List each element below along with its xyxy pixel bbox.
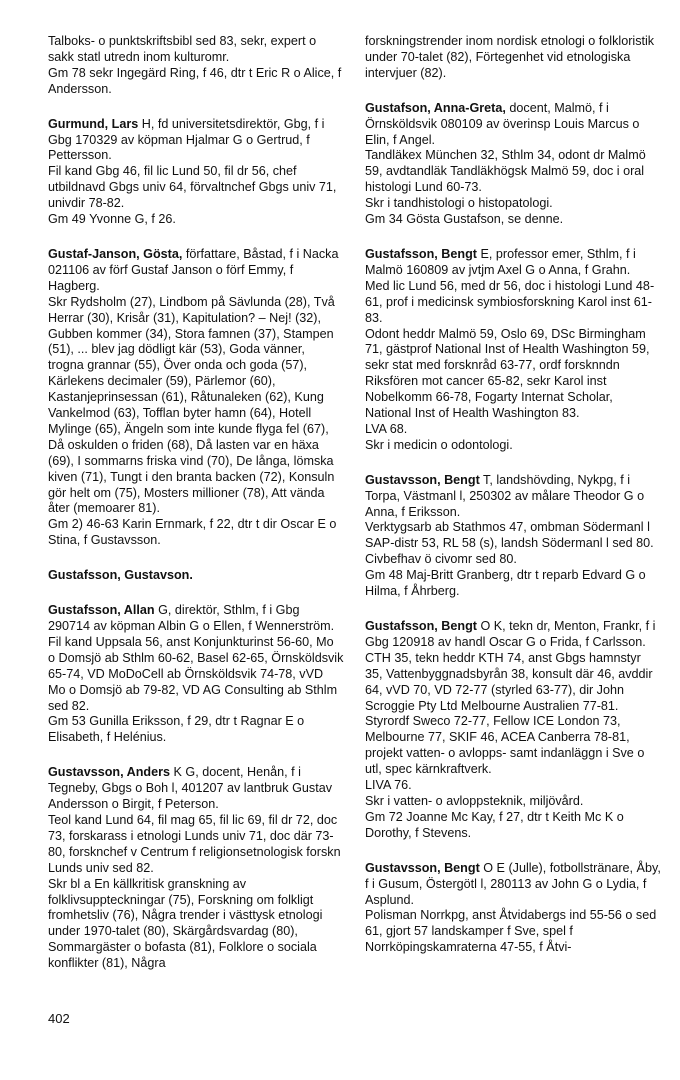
entry-paragraph: Skr i medicin o odontologi. (365, 437, 513, 452)
right-column (365, 34, 661, 975)
entry-name: Gustafsson, Allan (48, 603, 155, 618)
entry-text: O K, tekn dr, Menton, Frankr, f i Gbg 120918 av handl Oscar G o Frida, f Carlsson. (365, 619, 656, 649)
entry-paragraph (48, 247, 344, 295)
entry-paragraph: Odont heddr Malmö 59, Oslo 69, DSc Birmingham 71, gästprof National Inst of Health Washington 59, sekr stat med forsknråd 63-77, ordf forsknndn Riksfören mot cancer 65-82, sekr Karol inst Nobelkomm 66-78, Fogarty Internat Scholar, National Inst of Health Washington 83. (365, 326, 650, 421)
entry-paragraph: Gm 72 Joanne Mc Kay, f 27, dtr t Keith Mc K o Dorothy, f Stevens. (365, 809, 624, 840)
entry-paragraph (48, 568, 344, 584)
entry-paragraph: Fil kand Gbg 46, fil lic Lund 50, fil dr 56, chef utbildnavd Gbgs univ 64, förvaltnchef Gbgs univ 71, univdir 78-82. (48, 164, 337, 211)
biography-entry (365, 861, 661, 956)
entry-paragraph: Skr bl a En källkritisk granskning av folklivsuppteckningar (75), Forskning om folkligt fromhetsliv (76), Några trender i västtysk etnologi under 1970-talet (80), Skärgårdsvardag (80), Sommargäster o bofasta (81), Folklore o sociala konflikter (81), Några (48, 876, 323, 971)
entry-paragraph (365, 861, 661, 909)
biography-entry (365, 247, 661, 454)
biography-entry (48, 765, 344, 972)
entry-paragraph: Gm 34 Gösta Gustafson, se denne. (365, 212, 564, 227)
biography-entry (48, 603, 344, 746)
entry-text: H, fd universitetsdirektör, Gbg, f i Gbg 170329 av köpman Hjalmar G o Gertrud, f Pettersson. (48, 116, 325, 163)
entry-name: Gustavsson, Bengt (365, 860, 480, 875)
entry-paragraph (365, 619, 661, 651)
entry-name: Gustaf-Janson, Gösta, (48, 246, 183, 261)
entry-paragraph: Gm 49 Yvonne G, f 26. (48, 212, 176, 227)
biography-entry (48, 247, 344, 549)
entry-name: Gustafsson, Bengt (365, 619, 477, 633)
left-column (48, 34, 344, 991)
entry-paragraph: Styrordf Sweco 72-77, Fellow ICE London 73, Melbourne 77, SKIF 46, ACEA Canberra 78-81, projekt vatten- o avlopps- samt indanläggn i Sve o utl, spec kärnkraftverk. (365, 714, 645, 777)
entry-paragraph: Skr Rydsholm (27), Lindbom på Sävlunda (28), Två Herrar (30), Krisår (31), Kapitulation? – Nej! (32), Gubben kommer (34), Stora famnen (37), Stampen (51), ... blev jag dödligt kär (53), Goda vänner, trogna grannar (55), Över onda och goda (57), Kärlekens decimaler (59), Pärlemor (60), Kastanjeprinsessan (61), Råtunaleken (62), Kung Vankelmod (63), Tofflan byter hamn (64), Hotell Mylinge (65), Ängeln som inte kunde flyga fel (67), Då oskulden o friden (68), Då lasten var en häxa (69), I sommarns friska vind (70), De långa, lömska kiven (71), Tungt i den branta backen (72), Konsuln gör helt om (75), Mosters millioner (78), Att vända åter (memoarer 81). (48, 294, 335, 516)
biography-entry (365, 619, 661, 842)
entry-text: forskningstrender inom nordisk etnologi o folkloristik under 70-talet (82), Förtegenhet vid etnologiska intervjuer (82). (365, 34, 655, 80)
entry-paragraph: CTH 35, tekn heddr KTH 74, anst Gbgs hamnstyr 35, Vattenbyggnadsbyrån 38, konsult där 46, avddir 64, vVD 70, VD 72-77 (styrled 63-77), dir John Scroggie Pty Ltd Melbourne Australien 77-81. (365, 650, 653, 713)
entry-paragraph: LIVA 76. (365, 778, 412, 793)
entry-paragraph (48, 603, 344, 635)
biography-entry (365, 34, 661, 82)
entry-name: Gustafsson, Gustavson. (48, 568, 193, 583)
entry-paragraph: LVA 68. (365, 421, 408, 436)
entry-paragraph: Civbefhav ö civomr sed 80. (365, 552, 517, 567)
entry-paragraph: Fil kand Uppsala 56, anst Konjunkturinst 56-60, Mo o Domsjö ab Sthlm 60-62, Basel 62-65, Örnsköldsvik 65-74, VD MoDoCell ab Örnsköldsvik 74-78, vVD Mo o Domsjö ab 79-82, VD AG Consulting ab Sthlm sed 82. (48, 634, 344, 713)
entry-text: författare, Båstad, f i Nacka 021106 av förf Gustaf Janson o förf Emmy, f Hagberg. (48, 246, 339, 293)
entry-paragraph: Gm 48 Maj-Britt Granberg, dtr t reparb Edvard G o Hilma, f Åhrberg. (365, 568, 646, 599)
entry-paragraph: Tandläkex München 32, Sthlm 34, odont dr Malmö 59, avdtandläk Tandläkhögsk Malmö 59, doc i oral histologi Lund 60-73. (365, 148, 646, 195)
entry-name: Gustavsson, Anders (48, 765, 171, 780)
entry-paragraph: Verktygsarb ab Stathmos 47, ombman Södermanl l SAP-distr 53, RL 58 (s), landsh Södermanl l sed 80. (365, 520, 654, 551)
biography-entry (365, 473, 661, 600)
entry-paragraph (48, 765, 344, 813)
entry-text: O E (Julle), fotbollstränare, Åby, f i Gusum, Östergötl l, 280113 av John G o Lydia, f Asplund. (365, 860, 661, 907)
biography-entry (365, 101, 661, 228)
entry-paragraph: Skr i vatten- o avloppsteknik, miljövård. (365, 793, 584, 808)
entry-paragraph: Skr i tandhistologi o histopatologi. (365, 196, 553, 211)
entry-paragraph: Gm 78 sekr Ingegärd Ring, f 46, dtr t Eric R o Alice, f Andersson. (48, 65, 342, 96)
entry-paragraph (365, 247, 661, 279)
entry-name: Gustavsson, Bengt (365, 472, 480, 487)
entry-paragraph: Gm 53 Gunilla Eriksson, f 29, dtr t Ragnar E o Elisabeth, f Helénius. (48, 714, 305, 745)
entry-text: E, professor emer, Sthlm, f i Malmö 160809 av jvtjm Axel G o Anna, f Grahn. (365, 246, 636, 277)
biography-entry (48, 117, 344, 228)
entry-paragraph (365, 101, 661, 149)
entry-name: Gustafsson, Bengt (365, 246, 477, 261)
entry-text: T, landshövding, Nykpg, f i Torpa, Västmanl l, 250302 av målare Theodor G o Anna, f Eriksson. (365, 472, 645, 519)
entry-paragraph: Polisman Norrkpg, anst Åtvidabergs ind 55-56 o sed 61, gjort 57 landskamper f Sve, spel f Norrköpingskamraterna 47-55, f Åtvi- (365, 908, 657, 955)
page-number: 402 (48, 1011, 70, 1026)
entry-text: K G, docent, Henån, f i Tegneby, Gbgs o Boh l, 401207 av lantbruk Gustav Andersson o Birgit, f Peterson. (48, 765, 333, 812)
biography-entry (48, 568, 344, 584)
entry-paragraph (365, 34, 661, 82)
entry-paragraph (365, 473, 661, 521)
entry-name: Gurmund, Lars (48, 116, 139, 131)
entry-paragraph: Med lic Lund 56, med dr 56, doc i histologi Lund 48-61, prof i medicinsk symbiosforskning Karol inst 61-83. (365, 278, 655, 325)
biography-entry (48, 34, 344, 98)
entry-paragraph (48, 34, 344, 66)
entry-paragraph: Gm 2) 46-63 Karin Ernmark, f 22, dtr t dir Oscar E o Stina, f Gustavsson. (48, 517, 337, 548)
entry-paragraph (48, 117, 344, 165)
entry-text: Talboks- o punktskriftsbibl sed 83, sekr, expert o sakk statl utredn inom kulturomr. (48, 34, 317, 64)
entry-name: Gustafson, Anna-Greta, (365, 100, 506, 115)
entry-paragraph: Teol kand Lund 64, fil mag 65, fil lic 69, fil dr 72, doc 73, forskarass i etnologi Lunds univ 71, doc där 73-80, forsknchef v Centrum f religionsetnologisk forskn Lunds univ sed 82. (48, 812, 341, 875)
entry-text: docent, Malmö, f i Örnsköldsvik 080109 av överinsp Louis Marcus o Elin, f Angel. (365, 100, 640, 147)
entry-text: G, direktör, Sthlm, f i Gbg 290714 av köpman Albin G o Ellen, f Wennerström. (48, 603, 335, 633)
